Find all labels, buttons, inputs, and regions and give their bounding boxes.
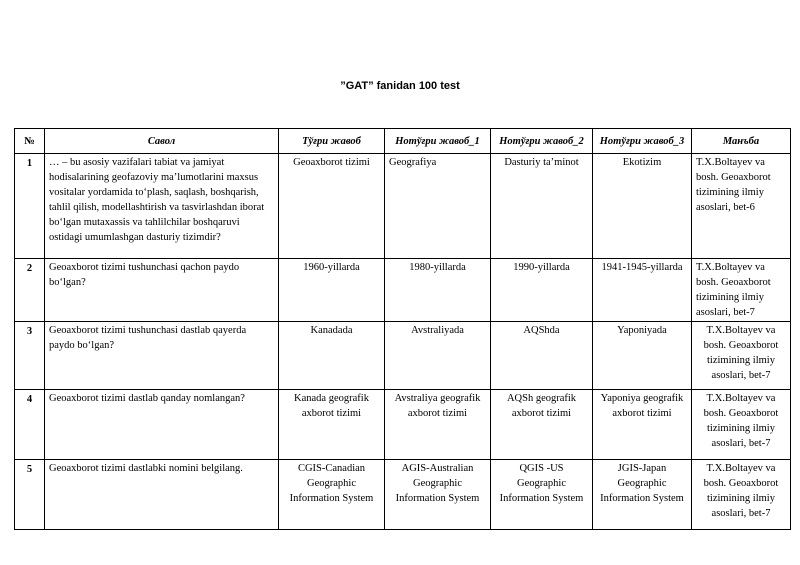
header-num: № xyxy=(15,129,45,154)
row-correct-answer: CGIS-Canadian Geographic Information System xyxy=(279,460,385,530)
row-source: T.X.Boltayev va bosh. Geoaxborot tizimining ilmiy asoslari, bet-7 xyxy=(692,390,791,460)
row-wrong-answer-2: 1990-yillarda xyxy=(491,259,593,322)
row-num: 3 xyxy=(15,322,45,390)
row-source: T.X.Boltayev va bosh. Geoaxborot tizimining ilmiy asoslari, bet-7 xyxy=(692,259,791,322)
row-wrong-answer-2: AQSh geografik axborot tizimi xyxy=(491,390,593,460)
row-source: T.X.Boltayev va bosh. Geoaxborot tizimining ilmiy asoslari, bet-6 xyxy=(692,154,791,259)
row-question: Geoaxborot tizimi dastlab qanday nomlangan? xyxy=(45,390,279,460)
table-row xyxy=(15,259,791,322)
row-wrong-answer-3: Ekotizim xyxy=(593,154,692,259)
header-source: Манъба xyxy=(692,129,791,154)
table-row xyxy=(15,460,791,530)
row-question: Geoaxborot tizimi dastlabki nomini belgilang. xyxy=(45,460,279,530)
row-wrong-answer-2: AQShda xyxy=(491,322,593,390)
row-wrong-answer-1: Avstraliyada xyxy=(385,322,491,390)
table-row xyxy=(15,322,791,390)
row-wrong-answer-1: Geografiya xyxy=(385,154,491,259)
row-wrong-answer-1: 1980-yillarda xyxy=(385,259,491,322)
header-wrong-answer-3: Нотўғри жавоб_3 xyxy=(593,129,692,154)
row-correct-answer: Kanadada xyxy=(279,322,385,390)
document-title: ”GAT” fanidan 100 test xyxy=(340,80,460,92)
test-table xyxy=(14,128,791,530)
header-correct-answer: Тўғри жавоб xyxy=(279,129,385,154)
row-question: Geoaxborot tizimi tushunchasi qachon paydo bo‘lgan? xyxy=(45,259,279,322)
row-correct-answer: 1960-yillarda xyxy=(279,259,385,322)
row-wrong-answer-1: AGIS-Australian Geographic Information System xyxy=(385,460,491,530)
row-wrong-answer-3: 1941-1945-yillarda xyxy=(593,259,692,322)
header-question: Савол xyxy=(45,129,279,154)
row-wrong-answer-3: Yaponiyada xyxy=(593,322,692,390)
row-wrong-answer-3: Yaponiya geografik axborot tizimi xyxy=(593,390,692,460)
row-correct-answer: Kanada geografik axborot tizimi xyxy=(279,390,385,460)
row-num: 5 xyxy=(15,460,45,530)
table-row xyxy=(15,390,791,460)
row-source: T.X.Boltayev va bosh. Geoaxborot tizimining ilmiy asoslari, bet-7 xyxy=(692,322,791,390)
table-header-row xyxy=(15,129,791,154)
row-num: 2 xyxy=(15,259,45,322)
row-question: … – bu asosiy vazifalari tabiat va jamiyat hodisalarining geofazoviy ma’lumotlarini maxsus vositalar yordamida to‘plash, saqlash, boshqarish, tahlil qilish, modellashtirish va tasvirlashdan iborat bo‘lgan mutaxassis va tahlilchilar boshqaruvi ostidagi umumlashgan dasturiy tizimdir? xyxy=(45,154,279,259)
header-wrong-answer-2: Нотўғри жавоб_2 xyxy=(491,129,593,154)
row-num: 1 xyxy=(15,154,45,259)
row-wrong-answer-1: Avstraliya geografik axborot tizimi xyxy=(385,390,491,460)
row-question: Geoaxborot tizimi tushunchasi dastlab qayerda paydo bo‘lgan? xyxy=(45,322,279,390)
row-wrong-answer-2: Dasturiy ta’minot xyxy=(491,154,593,259)
row-source: T.X.Boltayev va bosh. Geoaxborot tizimining ilmiy asoslari, bet-7 xyxy=(692,460,791,530)
table-row xyxy=(15,154,791,259)
header-wrong-answer-1: Нотўғри жавоб_1 xyxy=(385,129,491,154)
row-correct-answer: Geoaxborot tizimi xyxy=(279,154,385,259)
row-wrong-answer-3: JGIS-Japan Geographic Information System xyxy=(593,460,692,530)
row-wrong-answer-2: QGIS -US Geographic Information System xyxy=(491,460,593,530)
row-num: 4 xyxy=(15,390,45,460)
